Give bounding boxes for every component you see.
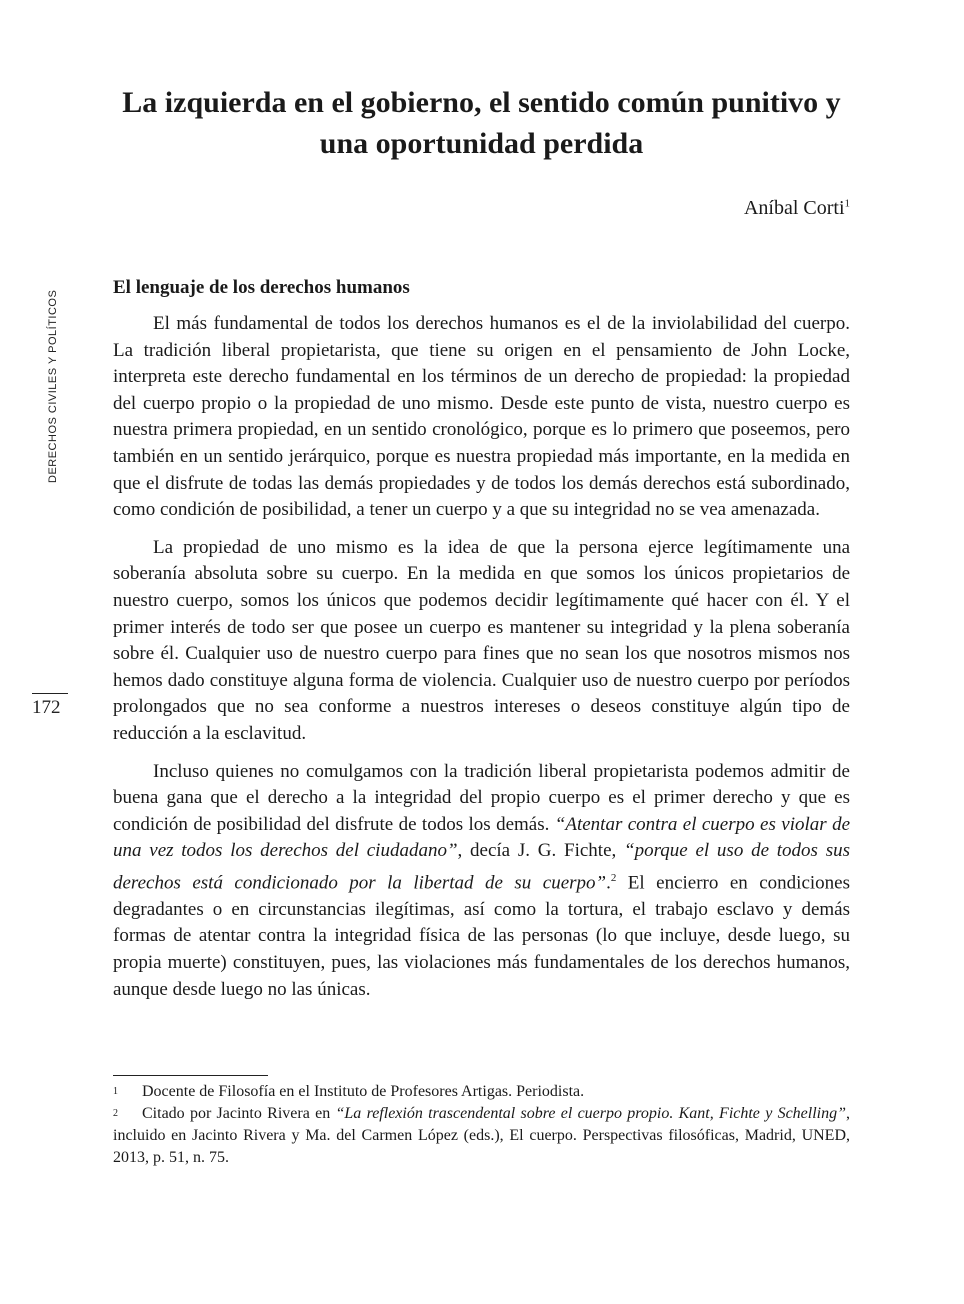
footnote-1 bbox=[113, 1081, 850, 1103]
paragraph-3-text-b: , decía J. G. Fichte, bbox=[457, 840, 625, 862]
footnote-2-italic-title: “La reflexión trascendental sobre el cuerpo propio. Kant, Fichte y Schelling” bbox=[335, 1105, 847, 1122]
footnote-1-text: Docente de Filosofía en el Instituto de Profesores Artigas. Periodista. bbox=[142, 1083, 585, 1100]
page-number: 172 bbox=[32, 697, 61, 718]
paragraph-3-text-d: El encierro en condiciones degradantes o en circunstancias ilegítimas, así como la tortura, el trabajo esclavo y demás formas de atentar contra la integridad física de las personas (lo que incluye, desde luego, su propia muerte) constituyen, pues, las violaciones más fundamentales de los derechos humanos, aunque desde luego no las únicas. bbox=[113, 872, 850, 1000]
footnote-2-text-b: , incluido en Jacinto Rivera y Ma. del Carmen López (eds.), El cuerpo. Perspectivas filosóficas, Madrid, UNED, 2013, p. 51, n. 75. bbox=[113, 1105, 851, 1166]
fichte-quote-1: “Atentar contra el cuerpo es violar de una vez todos los derechos del ciudadano” bbox=[113, 813, 850, 862]
running-section-label: DERECHOS CIVILES Y POLÍTICOS bbox=[47, 289, 59, 483]
article-title: La izquierda en el gobierno, el sentido común punitivo y una oportunidad perdida bbox=[122, 86, 841, 160]
footnote-separator bbox=[113, 1075, 268, 1076]
footnotes bbox=[113, 1081, 850, 1169]
footnote-ref-2[interactable]: 2 bbox=[610, 871, 617, 884]
paragraph-1: El más fundamental de todos los derechos humanos es el de la inviolabilidad del cuerpo. La tradición liberal propietarista, que tiene su origen en el pensamiento de John Locke, interpreta este derecho fundamental en los términos de un derecho de propiedad: la propiedad del cuerpo propio o la propiedad de uno mismo. Desde este punto de vista, nuestro cuerpo es nuestra primera propiedad, en un sentido cronológico, porque es lo primero que poseemos, pero también en un sentido jerárquico, porque es nuestra propiedad más importante, en la medida en que el disfrute de todas las demás propiedades y de todos los demás derechos está subordinado, como condición de posibilidad, a tener un cuerpo y a que su integridad no se vea amenazada. bbox=[113, 313, 850, 521]
section-heading: El lenguaje de los derechos humanos bbox=[113, 277, 410, 298]
fichte-quote-2: “porque el uso de todos sus derechos está condicionado por la libertad de su cuerpo” bbox=[113, 840, 850, 894]
footnote-2-mark: 2 bbox=[113, 1108, 118, 1119]
paragraph-3-text-c: . bbox=[606, 872, 611, 894]
article-body bbox=[113, 275, 850, 1014]
footnote-2 bbox=[113, 1103, 850, 1169]
author-line bbox=[744, 197, 850, 220]
author-footnote-ref[interactable]: 1 bbox=[844, 197, 850, 210]
page-number-rule bbox=[32, 693, 68, 694]
paragraph-3-text-a: Incluso quienes no comulgamos con la tradición liberal propietarista podemos admitir de buena gana que el derecho a la integridad del propio cuerpo es el primer derecho y que es condición de posibilidad del disfrute de todos los demás. bbox=[113, 760, 850, 835]
paragraph-2: La propiedad de uno mismo es la idea de que la persona ejerce legítimamente una soberanía absoluta sobre su cuerpo. En la medida en que somos los únicos propietarios de nuestro cuerpo, somos los únicos que podemos decidir legítimamente qué hacer con él. Y el primer interés de todo ser que posee un cuerpo es mantener su integridad y la plena soberanía sobre él. Cualquier uso de nuestro cuerpo para fines que no sean los que nosotros mismos nos hemos dado constituye alguna forma de violencia. Cualquier uso de nuestro cuerpo por períodos prolongados que no sea conforme a nuestros intereses o deseos constituye algún tipo de reducción a la esclavitud. bbox=[113, 536, 850, 744]
footnote-2-text-a: Citado por Jacinto Rivera en bbox=[142, 1105, 336, 1122]
author-name: Aníbal Corti bbox=[743, 197, 845, 219]
paragraph-3 bbox=[113, 759, 850, 1004]
footnote-1-mark: 1 bbox=[113, 1086, 118, 1097]
